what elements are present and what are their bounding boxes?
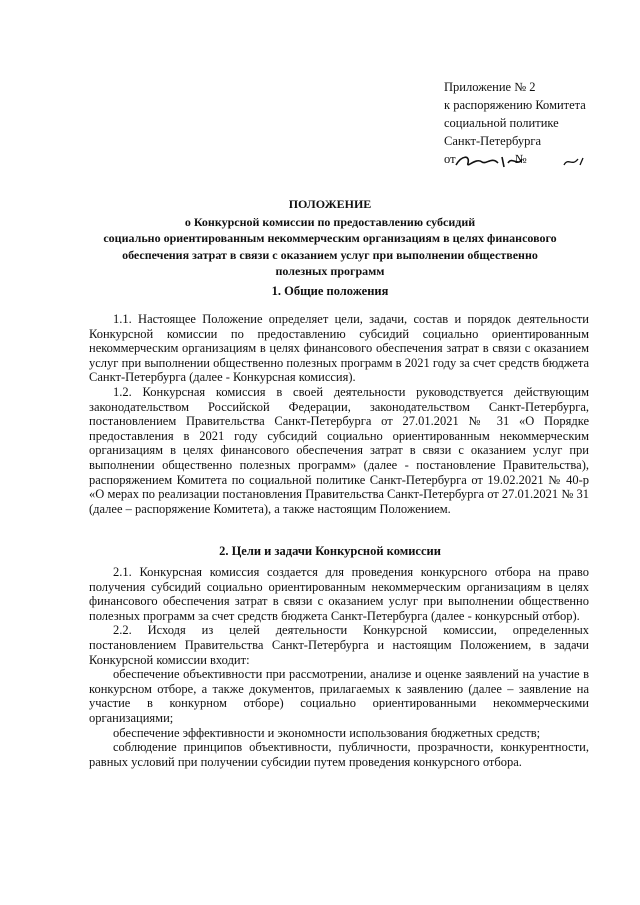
- appendix-date-line: [444, 150, 586, 168]
- title-line-4: обеспечения затрат в связи с оказанием услуг при выполнении общественно: [122, 247, 538, 262]
- task-list-item-1: обеспечение объективности при рассмотрении, анализе и оценке заявлений на участие в конкурсном отборе, а также документов, прилагаемых к заявлению (далее – заявление на участие в конкурном отборе) социально ориентированными некоммерческими организациями;: [89, 667, 589, 725]
- document-title: [60, 196, 600, 280]
- section-1-heading: 1. Общие положения: [271, 284, 389, 298]
- appendix-number: Приложение № 2: [444, 80, 536, 94]
- section-1-body: [89, 312, 589, 516]
- appendix-reference: к распоряжению Комитета: [444, 98, 586, 112]
- handwritten-date-signature: [452, 153, 602, 169]
- task-list-item-3: соблюдение принципов объективности, публичности, прозрачности, конкурентности, равных условий при получении субсидии путем проведения конкурсного отбора.: [89, 740, 589, 769]
- number-sign: №: [514, 152, 527, 166]
- title-line-5: полезных программ: [275, 264, 385, 278]
- title-line-3: социально ориентированным некоммерческим организациям в целях финансового: [103, 231, 557, 245]
- task-list-item-2: обеспечение эффективности и экономности использования бюджетных средств;: [113, 725, 541, 740]
- date-prefix: от: [444, 152, 456, 166]
- appendix-block: [444, 78, 586, 168]
- title-heading: ПОЛОЖЕНИЕ: [288, 197, 372, 211]
- appendix-committee: социальной политике: [444, 116, 559, 130]
- paragraph-2-2: 2.2. Исходя из целей деятельности Конкурсной комиссии, определенных постановлением Правительства Санкт-Петербурга и настоящим Положением, в задачи Конкурсной комиссии входит:: [89, 623, 589, 667]
- title-line-2: о Конкурсной комиссии по предоставлению субсидий: [184, 214, 476, 229]
- appendix-city: Санкт-Петербурга: [444, 134, 542, 148]
- section-2-heading: 2. Цели и задачи Конкурсной комиссии: [219, 544, 441, 558]
- paragraph-1-2: 1.2. Конкурсная комиссия в своей деятельности руководствуется действующим законодательством Российской Федерации, законодательством Санкт-Петербурга, постановлением Правительства Санкт-Петербурга от 27.01.2021 № 31 «О Порядке предоставления в 2021 году субсидий социально ориентированным некоммерческим организациям в целях финансового обеспечения затрат в связи с оказанием услуг при выполнении общественно полезных программ» (далее - постановление Правительства), распоряжением Комитета по социальной политике Санкт-Петербурга от 19.02.2021 № 40-р «О мерах по реализации постановления Правительства Санкт-Петербурга от 27.01.2021 № 31 (далее – распоряжение Комитета), а также настоящим Положением.: [89, 384, 589, 516]
- section-2-body: [89, 565, 589, 769]
- paragraph-1-1: 1.1. Настоящее Положение определяет цели, задачи, состав и порядок деятельности Конкурсной комиссии по предоставлению субсидий социально ориентированным некоммерческим организациям в целях финансового обеспечения затрат в связи с оказанием услуг при выполнении общественно полезных программ в 2021 году за счет средств бюджета Санкт-Петербурга (далее - Конкурсная комиссия).: [89, 312, 589, 385]
- paragraph-2-1: 2.1. Конкурсная комиссия создается для проведения конкурсного отбора на право получения субсидий социально ориентированным некоммерческим организациям в целях финансового обеспечения затрат в связи с оказанием услуг при выполнении общественно полезных программ за счет средств бюджета Санкт-Петербурга (далее - конкурсный отбор).: [89, 565, 589, 623]
